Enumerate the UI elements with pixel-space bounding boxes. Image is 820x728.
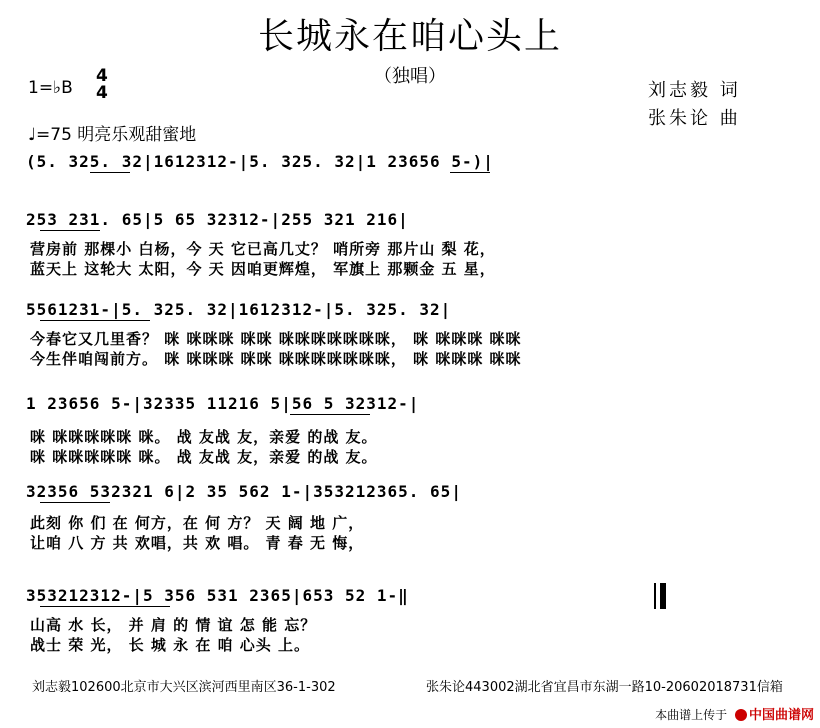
time-signature-top: 4 <box>96 66 108 86</box>
music-line: 353212312-|5 356 531 2365|653 52 1-‖ <box>26 586 409 605</box>
final-barline-thin <box>654 583 656 609</box>
lyric-line-verse2: 咪 咪咪咪咪咪 咪。 战 友战 友，亲爱 的战 友。 <box>30 448 378 466</box>
lyric-line-verse2: 今生伴咱闯前方。 咪 咪咪咪 咪咪 咪咪咪咪咪咪咪， 咪 咪咪咪 咪咪 <box>30 350 522 368</box>
music-line: (5. 325. 32|1612312-|5. 325. 32|1 23656 5-)| <box>26 152 494 171</box>
final-barline-thick <box>660 583 666 609</box>
lyric-line-verse2: 让咱 八 方 共 欢唱，共 欢 唱。 青 春 无 悔， <box>30 534 365 552</box>
beam-line <box>40 230 100 231</box>
upload-credit <box>655 704 814 723</box>
music-line: 5561231-|5. 325. 32|1612312-|5. 325. 32| <box>26 300 452 319</box>
logo-text: 中国曲谱网 <box>748 708 814 723</box>
composer: 张朱论 曲 <box>648 108 741 129</box>
beam-line <box>290 414 370 415</box>
music-line: 32356 532321 6|2 35 562 1-|353212365. 65| <box>26 482 462 501</box>
music-line: 253 231. 65|5 65 32312-|255 321 216| <box>26 210 409 229</box>
lyricist: 刘志毅 词 <box>648 80 741 101</box>
lyric-line-verse1: 此刻 你 们 在 何方，在 何 方？ 天 阔 地 广， <box>30 514 365 532</box>
lyric-line-verse1: 营房前 那棵小 白杨，今 天 它已高几丈？ 哨所旁 那片山 梨 花， <box>30 240 496 258</box>
beam-line <box>40 320 150 321</box>
beam-line <box>40 502 110 503</box>
logo-icon <box>735 709 747 721</box>
footer-composer-address: 张朱论443002湖北省宜昌市东湖一路10-20602018731信箱 <box>426 680 783 695</box>
subtitle: （独唱） <box>374 66 446 87</box>
song-title: 长城永在咱心头上 <box>257 16 562 57</box>
music-line: 1 23656 5-|32335 11216 5|56 5 32312-| <box>26 394 420 413</box>
lyric-line-verse2: 蓝天上 这轮大 太阳，今 天 因咱更辉煌， 军旗上 那颗金 五 星， <box>30 260 496 278</box>
beam-line <box>40 606 170 607</box>
footer-lyricist-address: 刘志毅102600北京市大兴区滨河西里南区36-1-302 <box>32 680 336 695</box>
beam-line <box>90 172 130 173</box>
key-signature: 1=♭B <box>28 78 73 98</box>
lyric-line-verse1: 咪 咪咪咪咪咪 咪。 战 友战 友，亲爱 的战 友。 <box>30 428 378 446</box>
lyric-line-verse2: 战士 荣 光， 长 城 永 在 咱 心头 上。 <box>30 636 311 654</box>
tempo-marking: ♩=75 明亮乐观甜蜜地 <box>28 125 197 145</box>
lyric-line-verse1: 今春它又几里香？ 咪 咪咪咪 咪咪 咪咪咪咪咪咪咪， 咪 咪咪咪 咪咪 <box>30 330 522 348</box>
upload-text: 本曲谱上传于 <box>655 708 728 722</box>
lyric-line-verse1: 山高 水 长， 并 肩 的 情 谊 怎 能 忘？ <box>30 616 317 634</box>
site-logo[interactable] <box>735 704 814 723</box>
time-signature-bottom: 4 <box>96 83 108 103</box>
beam-line <box>450 172 490 173</box>
time-signature <box>96 68 108 102</box>
